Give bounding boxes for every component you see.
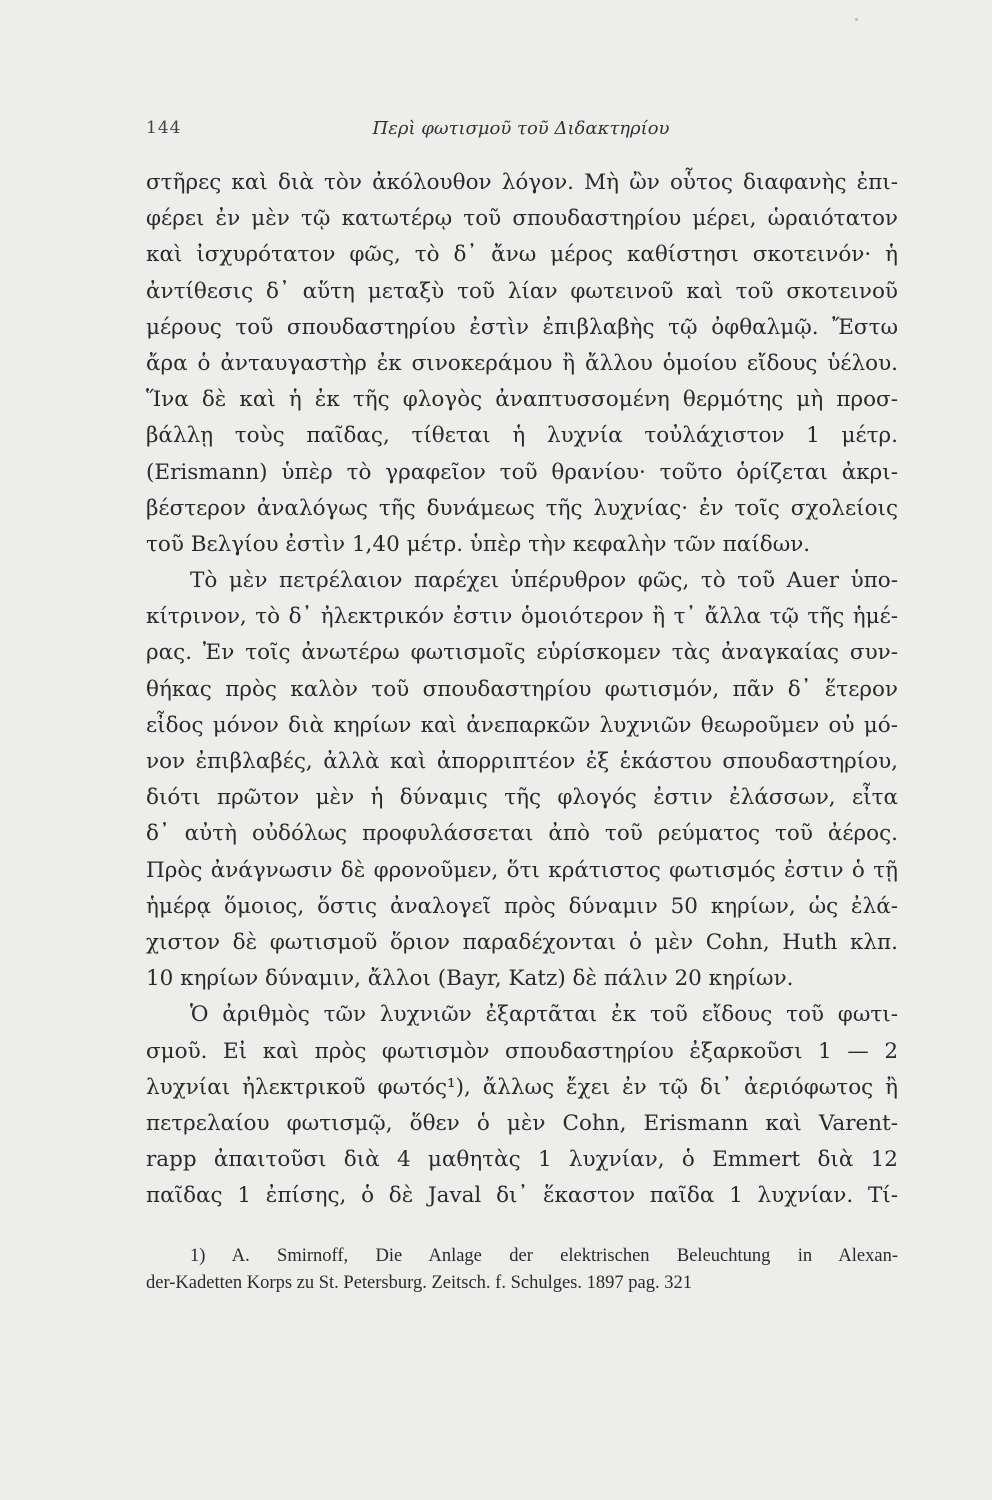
text-line: ἡμέρᾳ ὅμοιος, ὅστις ἀναλογεῖ πρὸς δύναμιν 50 κηρίων, ὡς ἐλά- (146, 893, 898, 919)
text-line: στῆρες καὶ διὰ τὸν ἀκόλουθον λόγον. Μὴ ὢν οὗτος διαφανὴς ἐπι- (146, 170, 898, 195)
text-line: βάλλῃ τοὺς παῖδας, τίθεται ἡ λυχνία τοὐλάχιστον 1 μέτρ. (146, 423, 898, 449)
footnote-line: der-Kadetten Korps zu St. Petersburg. Zeitsch. f. Schulges. 1897 pag. 321 (146, 1273, 692, 1293)
text-line: τοῦ Βελγίου ἐστὶν 1,40 μέτρ. ὑπὲρ τὴν κεφαλὴν τῶν παίδων. (146, 531, 811, 557)
text-line: λυχνίαι ἠλεκτρικοῦ φωτός¹), ἄλλως ἔχει ἐν τῷ δι᾽ ἀεριόφωτος ἢ (146, 1074, 898, 1100)
footnotes (146, 1243, 898, 1297)
text-line: ἄρα ὁ ἀνταυγαστὴρ ἐκ σινοκεράμου ἢ ἄλλου ὁμοίου εἴδους ὑέλου. (146, 350, 898, 376)
text-line: ρας. Ἐν τοῖς ἀνωτέρω φωτισμοῖς εὑρίσκομεν τὰς ἀναγκαίας συν- (146, 640, 898, 666)
page-number: 144 (146, 118, 182, 138)
text-line: μέρους τοῦ σπουδαστηρίου ἐστὶν ἐπιβλαβὴς τῷ ὀφθαλμῷ. Ἔστω (146, 314, 898, 340)
body-text (146, 165, 898, 1214)
text-line: θήκας πρὸς καλὸν τοῦ σπουδαστηρίου φωτισμόν, πᾶν δ᾽ ἕτερον (146, 676, 898, 702)
paper-speck (855, 18, 858, 21)
text-line: καὶ ἰσχυρότατον φῶς, τὸ δ᾽ ἄνω μέρος καθίστησι σκοτεινόν· ἡ (146, 242, 898, 268)
text-line: Ἵνα δὲ καὶ ἡ ἐκ τῆς φλογὸς ἀναπτυσσομένη θερμότης μὴ προσ- (146, 387, 898, 413)
running-title: Περὶ φωτισμοῦ τοῦ Διδακτηρίου (372, 118, 670, 139)
text-line: παῖδας 1 ἐπίσης, ὁ δὲ Javal δι᾽ ἕκαστον παῖδα 1 λυχνίαν. Τί- (146, 1183, 898, 1209)
page-header (146, 118, 896, 142)
text-line: φέρει ἐν μὲν τῷ κατωτέρῳ τοῦ σπουδαστηρίου μέρει, ὡραιότατον (146, 206, 898, 232)
footnote-line: 1) A. Smirnoff, Die Anlage der elektrischen Beleuchtung in Alexan- (190, 1246, 898, 1266)
text-line: 10 κηρίων δύναμιν, ἄλλοι (Bayr, Katz) δὲ πάλιν 20 κηρίων. (146, 966, 794, 992)
text-line: νον ἐπιβλαβές, ἀλλὰ καὶ ἀπορριπτέον ἐξ ἑκάστου σπουδαστηρίου, (146, 749, 898, 774)
text-line: εἶδος μόνον διὰ κηρίων καὶ ἀνεπαρκῶν λυχνιῶν θεωροῦμεν οὐ μό- (146, 712, 898, 738)
text-line: πετρελαίου φωτισμῷ, ὅθεν ὁ μὲν Cohn, Erismann καὶ Varent- (146, 1110, 898, 1136)
text-line: rapp ἀπαιτοῦσι διὰ 4 μαθητὰς 1 λυχνίαν, ὁ Emmert διὰ 12 (146, 1147, 898, 1173)
text-line: χιστον δὲ φωτισμοῦ ὅριον παραδέχονται ὁ μὲν Cohn, Huth κλπ. (146, 929, 898, 955)
text-line: σμοῦ. Εἰ καὶ πρὸς φωτισμὸν σπουδαστηρίου ἐξαρκοῦσι 1 — 2 (146, 1038, 898, 1064)
text-line: κίτρινον, τὸ δ᾽ ἠλεκτρικόν ἐστιν ὁμοιότερον ἢ τ᾽ ἄλλα τῷ τῆς ἡμέ- (146, 604, 898, 630)
text-line: ἀντίθεσις δ᾽ αὕτη μεταξὺ τοῦ λίαν φωτεινοῦ καὶ τοῦ σκοτεινοῦ (146, 278, 898, 304)
text-line: Πρὸς ἀνάγνωσιν δὲ φρονοῦμεν, ὅτι κράτιστος φωτισμός ἐστιν ὁ τῇ (146, 857, 898, 883)
text-line: βέστερον ἀναλόγως τῆς δυνάμεως τῆς λυχνίας· ἐν τοῖς σχολείοις (146, 495, 898, 521)
text-line: (Erismann) ὑπὲρ τὸ γραφεῖον τοῦ θρανίου· τοῦτο ὁρίζεται ἀκρι- (146, 459, 898, 485)
text-line: διότι πρῶτον μὲν ἡ δύναμις τῆς φλογός ἐστιν ἐλάσσων, εἶτα (146, 785, 898, 811)
text-line: Τὸ μὲν πετρέλαιον παρέχει ὑπέρυθρον φῶς, τὸ τοῦ Auer ὑπο- (190, 568, 898, 594)
text-line: δ᾽ αὐτὴ οὐδόλως προφυλάσσεται ἀπὸ τοῦ ρεύματος τοῦ ἀέρος. (146, 821, 898, 847)
text-line: Ὁ ἀριθμὸς τῶν λυχνιῶν ἐξαρτᾶται ἐκ τοῦ εἴδους τοῦ φωτι- (190, 1002, 898, 1028)
